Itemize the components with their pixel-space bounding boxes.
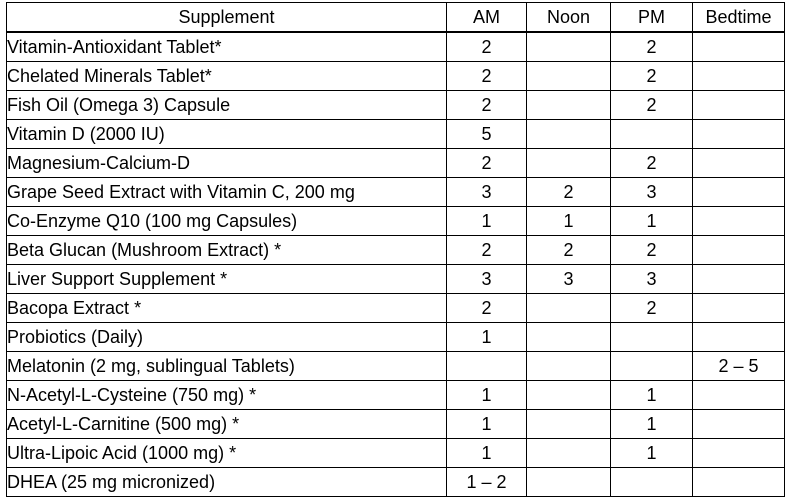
pm-dose-cell (611, 352, 693, 381)
header-row (7, 3, 785, 33)
supplement-name-cell: Grape Seed Extract with Vitamin C, 200 mg (7, 178, 447, 207)
bedtime-dose-cell (693, 62, 785, 91)
bedtime-dose-cell: 2 – 5 (693, 352, 785, 381)
noon-dose-cell (527, 32, 611, 62)
noon-dose-cell (527, 381, 611, 410)
supplement-name-cell: Chelated Minerals Tablet* (7, 62, 447, 91)
bedtime-dose-cell (693, 91, 785, 120)
supplement-name-cell: Probiotics (Daily) (7, 323, 447, 352)
pm-dose-cell (611, 468, 693, 497)
am-dose-cell (447, 352, 527, 381)
supplement-schedule-table (6, 2, 785, 497)
am-dose-cell: 1 (447, 323, 527, 352)
table-row (7, 207, 785, 236)
bedtime-dose-cell (693, 294, 785, 323)
header-bedtime: Bedtime (693, 3, 785, 33)
am-dose-cell: 3 (447, 265, 527, 294)
noon-dose-cell (527, 410, 611, 439)
bedtime-dose-cell (693, 381, 785, 410)
supplement-name-cell: Bacopa Extract * (7, 294, 447, 323)
supplement-name-cell: Co-Enzyme Q10 (100 mg Capsules) (7, 207, 447, 236)
bedtime-dose-cell (693, 410, 785, 439)
am-dose-cell: 2 (447, 294, 527, 323)
table-row (7, 178, 785, 207)
am-dose-cell: 2 (447, 236, 527, 265)
noon-dose-cell (527, 323, 611, 352)
am-dose-cell: 1 (447, 410, 527, 439)
bedtime-dose-cell (693, 32, 785, 62)
supplement-name-cell: Melatonin (2 mg, sublingual Tablets) (7, 352, 447, 381)
pm-dose-cell: 3 (611, 178, 693, 207)
pm-dose-cell: 1 (611, 207, 693, 236)
noon-dose-cell (527, 352, 611, 381)
bedtime-dose-cell (693, 323, 785, 352)
table-row (7, 381, 785, 410)
bedtime-dose-cell (693, 468, 785, 497)
supplement-name-cell: Fish Oil (Omega 3) Capsule (7, 91, 447, 120)
header-supplement: Supplement (7, 3, 447, 33)
noon-dose-cell (527, 62, 611, 91)
pm-dose-cell: 2 (611, 236, 693, 265)
am-dose-cell: 2 (447, 149, 527, 178)
bedtime-dose-cell (693, 265, 785, 294)
supplement-name-cell: Vitamin D (2000 IU) (7, 120, 447, 149)
pm-dose-cell: 1 (611, 410, 693, 439)
table-body (7, 32, 785, 497)
header-am: AM (447, 3, 527, 33)
pm-dose-cell: 1 (611, 439, 693, 468)
supplement-name-cell: Ultra-Lipoic Acid (1000 mg) * (7, 439, 447, 468)
pm-dose-cell: 2 (611, 149, 693, 178)
noon-dose-cell (527, 468, 611, 497)
table-row (7, 468, 785, 497)
table-row (7, 323, 785, 352)
am-dose-cell: 2 (447, 91, 527, 120)
am-dose-cell: 3 (447, 178, 527, 207)
table-row (7, 149, 785, 178)
supplement-name-cell: Acetyl-L-Carnitine (500 mg) * (7, 410, 447, 439)
supplement-name-cell: Beta Glucan (Mushroom Extract) * (7, 236, 447, 265)
table-row (7, 120, 785, 149)
table-row (7, 236, 785, 265)
supplement-name-cell: Vitamin-Antioxidant Tablet* (7, 32, 447, 62)
supplement-name-cell: Liver Support Supplement * (7, 265, 447, 294)
pm-dose-cell: 3 (611, 265, 693, 294)
pm-dose-cell: 2 (611, 294, 693, 323)
noon-dose-cell: 3 (527, 265, 611, 294)
supplement-name-cell: N-Acetyl-L-Cysteine (750 mg) * (7, 381, 447, 410)
table-row (7, 294, 785, 323)
pm-dose-cell (611, 323, 693, 352)
noon-dose-cell (527, 149, 611, 178)
pm-dose-cell: 1 (611, 381, 693, 410)
table-row (7, 91, 785, 120)
header-noon: Noon (527, 3, 611, 33)
table-row (7, 439, 785, 468)
supplement-name-cell: DHEA (25 mg micronized) (7, 468, 447, 497)
am-dose-cell: 2 (447, 62, 527, 91)
am-dose-cell: 5 (447, 120, 527, 149)
noon-dose-cell (527, 439, 611, 468)
pm-dose-cell: 2 (611, 62, 693, 91)
pm-dose-cell (611, 120, 693, 149)
am-dose-cell: 1 (447, 207, 527, 236)
noon-dose-cell: 1 (527, 207, 611, 236)
table-row (7, 265, 785, 294)
header-pm: PM (611, 3, 693, 33)
bedtime-dose-cell (693, 178, 785, 207)
noon-dose-cell (527, 120, 611, 149)
am-dose-cell: 2 (447, 32, 527, 62)
table-row (7, 62, 785, 91)
bedtime-dose-cell (693, 149, 785, 178)
noon-dose-cell (527, 294, 611, 323)
table-header (7, 3, 785, 33)
bedtime-dose-cell (693, 236, 785, 265)
am-dose-cell: 1 (447, 439, 527, 468)
table-row (7, 32, 785, 62)
table-row (7, 410, 785, 439)
noon-dose-cell (527, 91, 611, 120)
noon-dose-cell: 2 (527, 236, 611, 265)
supplement-name-cell: Magnesium-Calcium-D (7, 149, 447, 178)
bedtime-dose-cell (693, 207, 785, 236)
bedtime-dose-cell (693, 439, 785, 468)
pm-dose-cell: 2 (611, 32, 693, 62)
pm-dose-cell: 2 (611, 91, 693, 120)
table-row (7, 352, 785, 381)
noon-dose-cell: 2 (527, 178, 611, 207)
am-dose-cell: 1 – 2 (447, 468, 527, 497)
am-dose-cell: 1 (447, 381, 527, 410)
bedtime-dose-cell (693, 120, 785, 149)
